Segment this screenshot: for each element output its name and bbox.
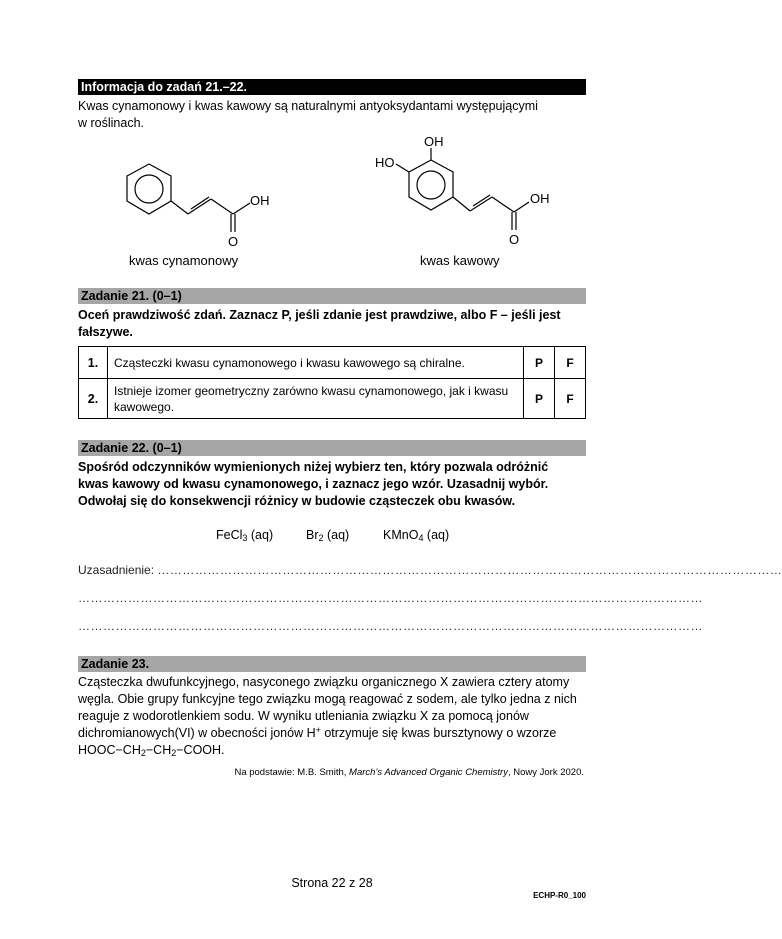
cinnamic-oh-label: OH	[250, 193, 270, 208]
task22-instruction-line: kwas kawowy od kwasu cynamonowego, i zaznacz jego wzór. Uzasadnij wybór.	[78, 477, 549, 491]
formula-subscript: 2	[140, 748, 146, 758]
option-p[interactable]: P	[524, 379, 555, 419]
formula-part: HOOC−CH	[78, 743, 141, 757]
task23-line	[78, 725, 588, 742]
reagent-state: (aq)	[323, 528, 350, 542]
reagent-fecl3[interactable]	[216, 528, 273, 542]
task23-body	[78, 674, 588, 759]
caffeic-aromatic-circle	[417, 171, 445, 199]
justification-line[interactable]	[78, 563, 782, 577]
caffeic-oh-label: OH	[530, 191, 550, 206]
option-p[interactable]: P	[524, 347, 555, 379]
cinnamic-name: kwas cynamonowy	[129, 253, 239, 268]
caffeic-bond	[514, 202, 529, 212]
task21-instruction-line2: fałszywe.	[78, 325, 133, 339]
reagent-subscript: 2	[318, 533, 324, 543]
info-intro-line1: Kwas cynamonowy i kwas kawowy są naturalnymi antyoksydantami występującymi	[78, 99, 538, 113]
reagent-state: (aq)	[247, 528, 274, 542]
source-citation	[78, 767, 584, 778]
task22-header: Zadanie 22. (0–1)	[78, 440, 586, 456]
cinnamic-aromatic-circle	[135, 175, 163, 203]
table-row	[79, 379, 586, 419]
cinnamic-benzene-ring	[127, 164, 171, 214]
cinnamic-double-bond	[191, 197, 209, 209]
info-intro-line2: w roślinach.	[78, 116, 144, 130]
page-number: Strona 22 z 28	[291, 876, 373, 890]
cinnamic-o-label: O	[228, 234, 239, 249]
task23-line: Cząsteczka dwufunkcyjnego, nasyconego związku organicznego X zawiera cztery atomy	[78, 675, 570, 689]
formula-subscript: 2	[171, 748, 177, 758]
answer-line[interactable]: ……………………………………………………………………………………………………………………………………	[78, 619, 703, 633]
reagent-br2[interactable]	[306, 528, 349, 542]
caffeic-bond	[453, 197, 470, 211]
reagent-formula: Br	[306, 528, 319, 542]
task23-line4-b: otrzymuje się kwas bursztynowy o wzorze	[320, 726, 557, 740]
ion-charge: +	[315, 725, 321, 735]
formula-part: −CH	[145, 743, 172, 757]
task22-instruction-line: Spośród odczynników wymienionych niżej wybierz ten, który pozwala odróżnić	[78, 460, 549, 474]
caffeic-name: kwas kawowy	[420, 253, 500, 268]
cinnamic-bond	[171, 201, 188, 214]
cinnamic-bond	[233, 203, 250, 214]
justification-label: Uzasadnienie:	[78, 563, 158, 577]
task21-instruction-line1: Oceń prawdziwość zdań. Zaznacz P, jeśli zdanie jest prawdziwe, albo F – jeśli jest	[78, 308, 561, 322]
reagent-state: (aq)	[423, 528, 450, 542]
source-suffix: , Nowy Jork 2020.	[507, 767, 584, 778]
table-row	[79, 347, 586, 379]
cinnamic-bond	[188, 199, 211, 214]
caffeic-ho-label: HO	[375, 155, 395, 170]
answer-line[interactable]: ……………………………………………………………………………………………………………………………………	[78, 591, 703, 605]
reagent-subscript: 4	[418, 533, 424, 543]
reagent-formula: FeCl	[216, 528, 243, 542]
source-prefix: Na podstawie: M.B. Smith,	[234, 767, 350, 778]
statement-text: Cząsteczki kwasu cynamonowego i kwasu kawowego są chiralne.	[108, 347, 524, 379]
task23-line: reaguje z wodorotlenkiem sodu. W wyniku utleniania związku X za pomocą jonów	[78, 709, 529, 723]
caffeic-bond	[492, 197, 514, 212]
option-f[interactable]: F	[555, 347, 586, 379]
reagent-kmno4[interactable]	[383, 528, 449, 542]
answer-dots: ……………………………………………………………………………………………………………………………………	[157, 563, 782, 577]
task22-instruction	[78, 459, 588, 510]
source-title: March’s Advanced Organic Chemistry	[349, 767, 508, 778]
caffeic-ho-bond	[396, 164, 409, 172]
info-header: Informacja do zadań 21.–22.	[78, 79, 586, 95]
formula-part: −COOH.	[176, 743, 225, 757]
cinnamic-bond	[211, 199, 233, 214]
option-f[interactable]: F	[555, 379, 586, 419]
row-number: 2.	[79, 379, 108, 419]
task21-instruction	[78, 307, 588, 341]
statement-text: Istnieje izomer geometryczny zarówno kwasu cynamonowego, jak i kwasu kawowego.	[108, 379, 524, 419]
task22-instruction-line: Odwołaj się do konsekwencji różnicy w budowie cząsteczek obu kwasów.	[78, 494, 516, 508]
caffeic-bond	[470, 197, 492, 211]
succinic-acid-formula	[78, 742, 588, 759]
task23-header: Zadanie 23.	[78, 656, 586, 672]
document-code: ECHP-R0_100	[533, 891, 586, 900]
reagent-formula: KMnO	[383, 528, 419, 542]
task23-line4-a: dichromianowych(VI) w obecności jonów H	[78, 726, 316, 740]
true-false-table	[78, 346, 586, 419]
task21-header: Zadanie 21. (0–1)	[78, 288, 586, 304]
task23-line: węgla. Obie grupy funkcyjne tego związku mogą reagować z sodem, ale tylko jedna z nich	[78, 692, 577, 706]
caffeic-benzene-ring	[409, 160, 453, 210]
caffeic-oh-top-label: OH	[424, 134, 444, 149]
molecule-structures	[0, 0, 664, 270]
caffeic-o-label: O	[509, 232, 520, 247]
reagent-subscript: 3	[242, 533, 248, 543]
row-number: 1.	[79, 347, 108, 379]
